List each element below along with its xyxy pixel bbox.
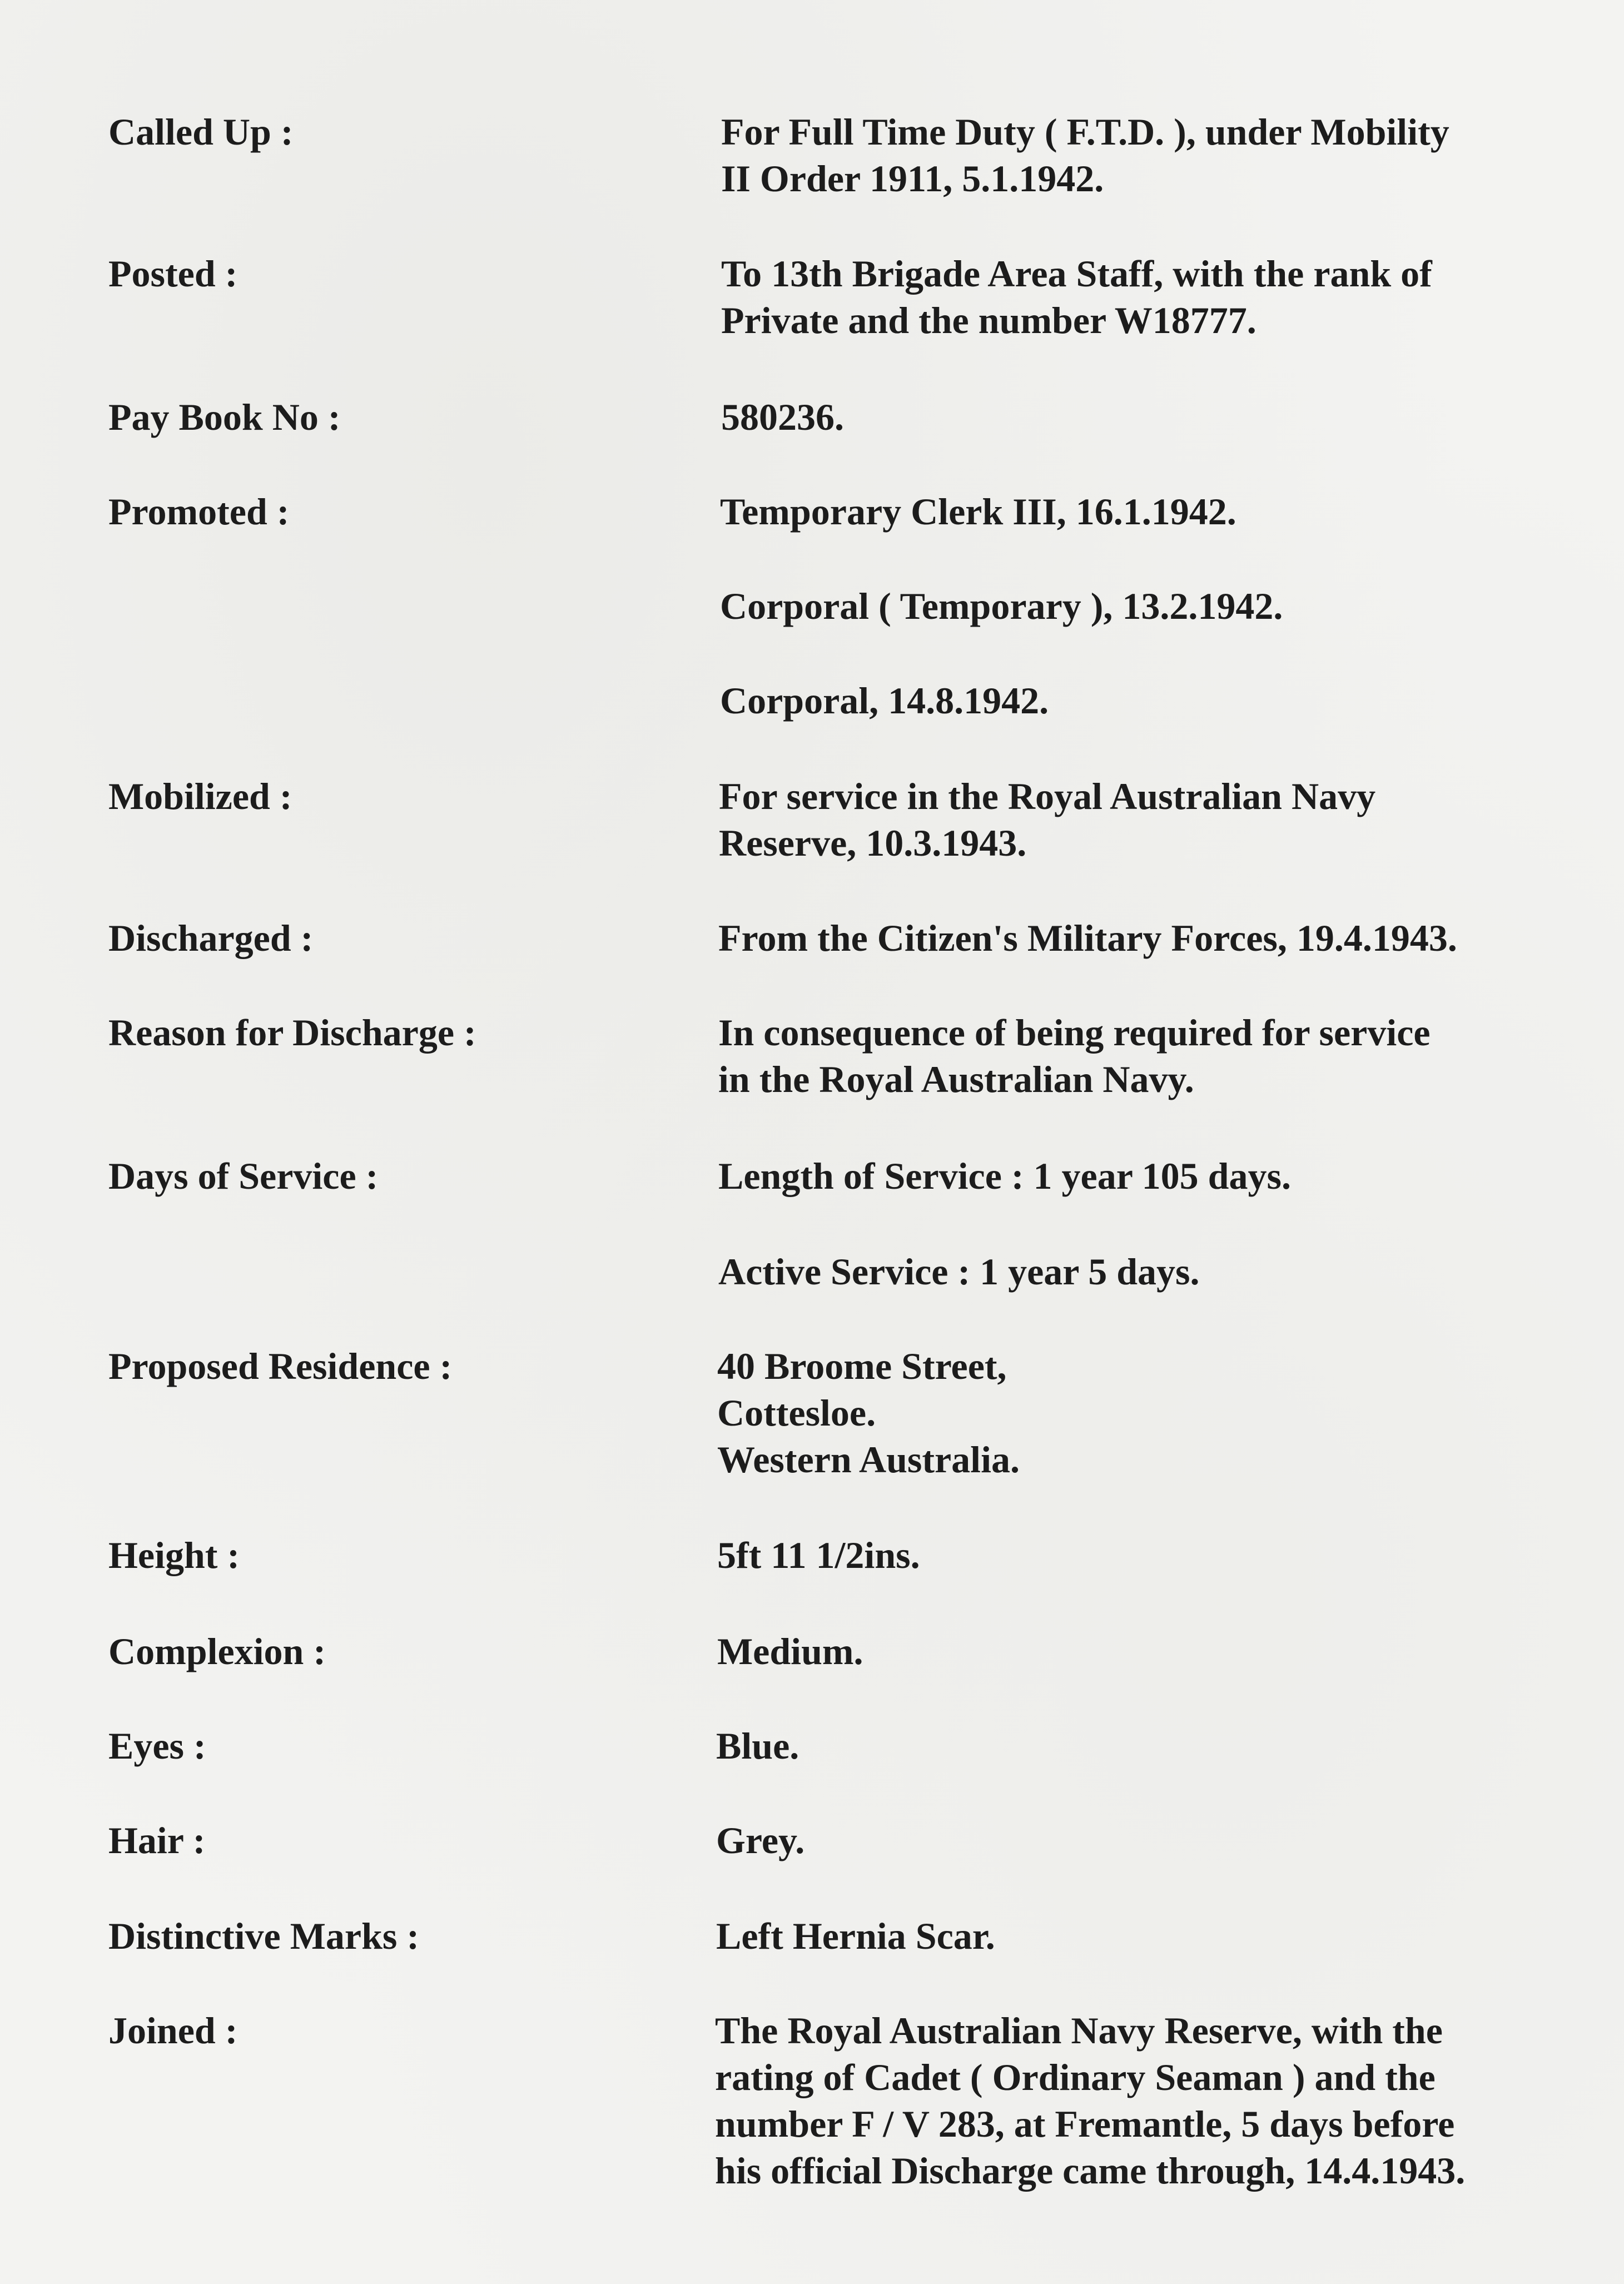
value-line: To 13th Brigade Area Staff, with the rank of	[721, 252, 1432, 295]
field-value-hair	[716, 1817, 1550, 1864]
field-value-height	[717, 1532, 1551, 1578]
field-label-joined: Joined :	[108, 2009, 238, 2052]
field-value-complexion	[717, 1628, 1551, 1675]
value-line: In consequence of being required for service	[718, 1011, 1431, 1054]
field-label-posted: Posted :	[108, 252, 238, 295]
field-label-distinctive-marks: Distinctive Marks :	[108, 1915, 420, 1957]
value-line: 40 Broome Street,	[717, 1345, 1007, 1387]
value-line: For Full Time Duty ( F.T.D. ), under Mobility	[721, 111, 1449, 153]
field-label-reason-for-discharge: Reason for Discharge :	[108, 1011, 476, 1054]
field-label-days-of-service: Days of Service :	[108, 1155, 379, 1197]
value-line: For service in the Royal Australian Navy	[719, 775, 1376, 817]
value-line: Grey.	[716, 1819, 805, 1861]
value-paragraph: Active Service : 1 year 5 days.	[718, 1250, 1200, 1293]
field-value-posted	[721, 250, 1555, 344]
field-value-discharged	[718, 915, 1552, 961]
value-line: in the Royal Australian Navy.	[718, 1058, 1194, 1100]
field-value-joined	[715, 2007, 1549, 2194]
field-label-complexion: Complexion :	[108, 1630, 326, 1672]
value-line: Length of Service : 1 year 105 days.	[718, 1155, 1291, 1197]
value-line: II Order 1911, 5.1.1942.	[721, 157, 1104, 200]
field-value-mobilized	[719, 773, 1553, 866]
value-paragraph: Corporal ( Temporary ), 13.2.1942.	[720, 585, 1283, 627]
field-value-reason-for-discharge	[718, 1009, 1552, 1103]
value-line: Medium.	[717, 1630, 863, 1672]
field-label-discharged: Discharged :	[108, 917, 314, 959]
value-line: Private and the number W18777.	[721, 299, 1257, 341]
field-value-eyes	[716, 1722, 1550, 1769]
value-line: number F / V 283, at Fremantle, 5 days before	[715, 2103, 1455, 2145]
value-line: his official Discharge came through, 14.4.1943.	[715, 2149, 1466, 2192]
field-value-days-of-service	[718, 1153, 1552, 1293]
field-label-called-up: Called Up :	[108, 111, 294, 153]
value-line: Reserve, 10.3.1943.	[719, 822, 1027, 864]
field-value-called-up	[721, 108, 1555, 202]
field-label-mobilized: Mobilized :	[108, 775, 292, 817]
field-value-promoted	[720, 488, 1554, 722]
value-paragraph: Corporal, 14.8.1942.	[720, 679, 1049, 722]
value-line: Temporary Clerk III, 16.1.1942.	[720, 490, 1236, 533]
field-label-pay-book-no: Pay Book No :	[108, 396, 341, 438]
field-value-pay-book-no	[721, 394, 1555, 440]
value-line: Blue.	[716, 1725, 799, 1767]
value-line: Left Hernia Scar.	[716, 1915, 995, 1957]
value-line: rating of Cadet ( Ordinary Seaman ) and the	[715, 2056, 1436, 2098]
value-line: 5ft 11 1/2ins.	[717, 1534, 920, 1576]
value-line: Western Australia.	[717, 1438, 1020, 1481]
field-label-height: Height :	[108, 1534, 240, 1576]
field-label-hair: Hair :	[108, 1819, 206, 1861]
field-value-distinctive-marks	[716, 1913, 1550, 1959]
value-line: The Royal Australian Navy Reserve, with the	[715, 2009, 1443, 2052]
field-value-proposed-residence	[717, 1343, 1551, 1483]
value-line: 580236.	[721, 396, 844, 438]
value-line: From the Citizen's Military Forces, 19.4.1943.	[718, 917, 1457, 959]
value-line: Cottesloe.	[717, 1392, 876, 1434]
field-label-proposed-residence: Proposed Residence :	[108, 1345, 453, 1387]
field-label-eyes: Eyes :	[108, 1725, 206, 1767]
field-label-promoted: Promoted :	[108, 490, 290, 533]
